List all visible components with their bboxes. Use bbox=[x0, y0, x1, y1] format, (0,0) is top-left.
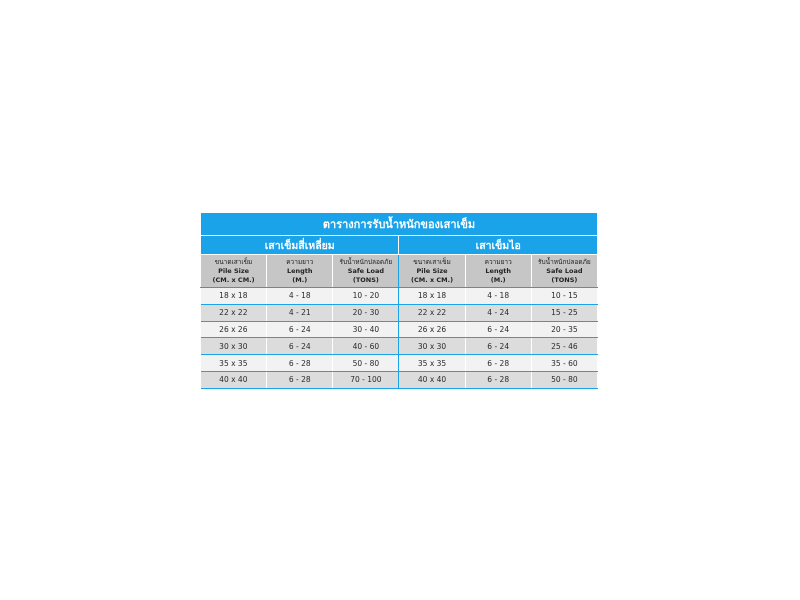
table-title: ตารางการรับน้ำหนักของเสาเข็ม bbox=[201, 213, 598, 236]
table-cell: 6 - 28 bbox=[465, 355, 531, 372]
column-header-safe-load: รับน้ำหนักปลอดภัย Safe Load (TONS) bbox=[333, 255, 399, 288]
table-cell: 26 x 26 bbox=[399, 321, 465, 338]
table-cell: 6 - 28 bbox=[465, 371, 531, 388]
table-cell: 4 - 18 bbox=[267, 288, 333, 305]
table-cell: 40 - 60 bbox=[333, 338, 399, 355]
group-header-square-pile: เสาเข็มสี่เหลี่ยม bbox=[201, 236, 399, 255]
table-cell: 50 - 80 bbox=[333, 355, 399, 372]
table-cell: 30 - 40 bbox=[333, 321, 399, 338]
table-row bbox=[201, 288, 598, 305]
table-cell: 10 - 15 bbox=[531, 288, 597, 305]
column-header-length: ความยาว Length (M.) bbox=[465, 255, 531, 288]
group-header-i-pile: เสาเข็มไอ bbox=[399, 236, 598, 255]
table-cell: 40 x 40 bbox=[201, 371, 267, 388]
table-cell: 15 - 25 bbox=[531, 304, 597, 321]
table-cell: 4 - 21 bbox=[267, 304, 333, 321]
table-row bbox=[201, 338, 598, 355]
table-cell: 35 x 35 bbox=[399, 355, 465, 372]
table-cell: 20 - 30 bbox=[333, 304, 399, 321]
table-cell: 6 - 28 bbox=[267, 355, 333, 372]
table-row bbox=[201, 355, 598, 372]
table-cell: 18 x 18 bbox=[201, 288, 267, 305]
table-row bbox=[201, 304, 598, 321]
table-cell: 35 x 35 bbox=[201, 355, 267, 372]
table-cell: 22 x 22 bbox=[399, 304, 465, 321]
column-header-pile-size: ขนาดเสาเข็ม Pile Size (CM. x CM.) bbox=[201, 255, 267, 288]
table-cell: 22 x 22 bbox=[201, 304, 267, 321]
table-row bbox=[201, 371, 598, 388]
table-row bbox=[201, 321, 598, 338]
table-cell: 35 - 60 bbox=[531, 355, 597, 372]
table-cell: 40 x 40 bbox=[399, 371, 465, 388]
column-header-pile-size: ขนาดเสาเข็ม Pile Size (CM. x CM.) bbox=[399, 255, 465, 288]
table-cell: 6 - 24 bbox=[465, 338, 531, 355]
table-cell: 4 - 18 bbox=[465, 288, 531, 305]
column-header-length: ความยาว Length (M.) bbox=[267, 255, 333, 288]
table-cell: 6 - 28 bbox=[267, 371, 333, 388]
table-cell: 30 x 30 bbox=[399, 338, 465, 355]
table-cell: 70 - 100 bbox=[333, 371, 399, 388]
pile-load-table bbox=[200, 212, 598, 389]
column-header-row bbox=[201, 255, 598, 288]
column-header-safe-load: รับน้ำหนักปลอดภัย Safe Load (TONS) bbox=[531, 255, 597, 288]
table-cell: 26 x 26 bbox=[201, 321, 267, 338]
table-cell: 50 - 80 bbox=[531, 371, 597, 388]
table-cell: 6 - 24 bbox=[267, 321, 333, 338]
table-cell: 18 x 18 bbox=[399, 288, 465, 305]
table-cell: 4 - 24 bbox=[465, 304, 531, 321]
pile-load-table-container bbox=[200, 212, 598, 389]
table-cell: 10 - 20 bbox=[333, 288, 399, 305]
table-cell: 30 x 30 bbox=[201, 338, 267, 355]
table-cell: 6 - 24 bbox=[465, 321, 531, 338]
table-cell: 20 - 35 bbox=[531, 321, 597, 338]
table-cell: 25 - 46 bbox=[531, 338, 597, 355]
table-cell: 6 - 24 bbox=[267, 338, 333, 355]
